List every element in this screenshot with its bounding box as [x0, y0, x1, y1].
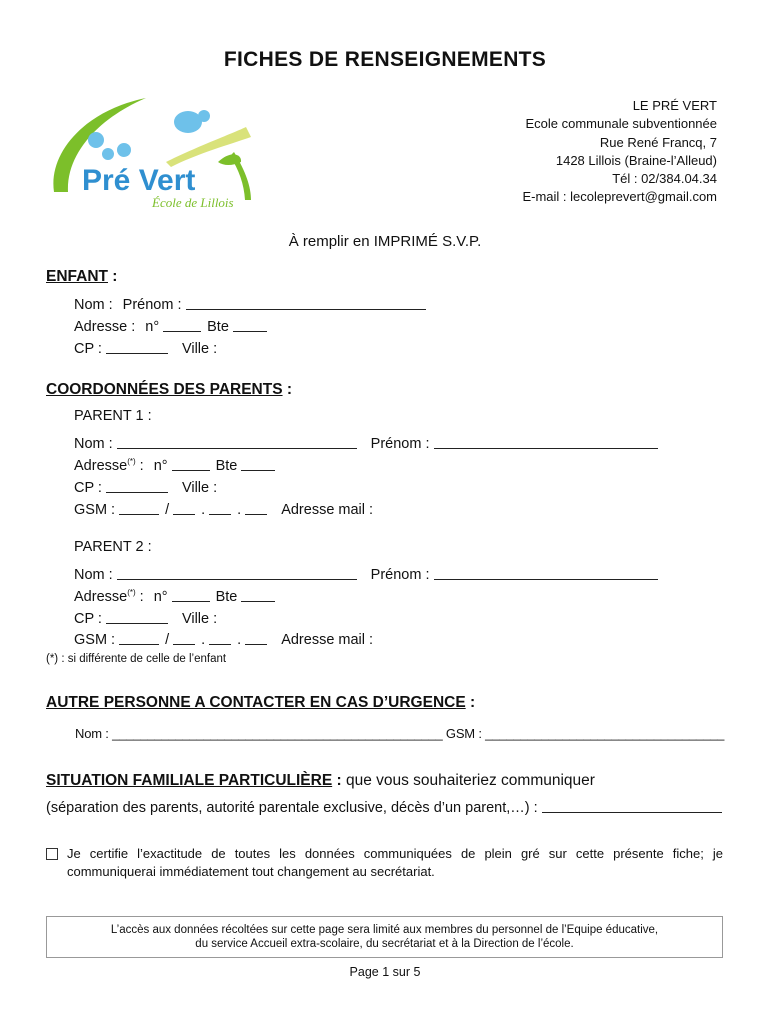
label-ville: Ville : — [181, 480, 218, 496]
field-numero[interactable] — [172, 469, 210, 471]
certify-text: Je certifie l’exactitude de toutes les données communiquées de plein gré sur cette présente fiche; je communiquerai immédiatement tout changement au secrétariat. — [67, 846, 723, 879]
field-gsm-part[interactable] — [245, 643, 267, 645]
page-title: FICHES DE RENSEIGNEMENTS — [223, 48, 547, 71]
parent1-city-row — [74, 476, 722, 496]
bird-icon — [117, 143, 131, 157]
label-gsm: GSM : — [74, 632, 116, 648]
bird-icon — [174, 111, 202, 133]
label-prenom: Prénom : — [370, 436, 430, 452]
label-ville: Ville : — [181, 611, 218, 627]
parent1-label: PARENT 1 : — [74, 408, 152, 424]
section-heading-situation: SITUATION FAMILIALE PARTICULIÈRE : que vous souhaiteriez communiquer — [46, 772, 595, 789]
field-gsm-prefix[interactable] — [119, 643, 159, 645]
field-prenom[interactable] — [434, 447, 658, 449]
field-bte[interactable] — [241, 469, 275, 471]
instruction: À remplir en IMPRIMÉ S.V.P. — [288, 233, 482, 250]
section-heading-enfant: ENFANT : — [46, 268, 118, 285]
section-heading-parents: COORDONNÉES DES PARENTS : — [46, 381, 293, 398]
label-bte: Bte — [207, 319, 229, 335]
gsm-separator: . — [237, 632, 242, 648]
notice-line: du service Accueil extra-scolaire, du secrétariat et à la Direction de l’école. — [195, 938, 574, 950]
field-bte[interactable] — [241, 600, 275, 602]
field-nom[interactable] — [117, 447, 357, 449]
field-situation[interactable] — [542, 811, 722, 813]
field-gsm-part[interactable] — [209, 513, 231, 515]
gsm-separator: . — [237, 502, 242, 518]
bird-icon — [88, 132, 104, 148]
label-prenom: Prénom : — [122, 297, 182, 313]
school-line: 1428 Lillois (Braine-l’Alleud) — [555, 152, 717, 168]
label-bte: Bte — [215, 458, 238, 474]
parent2-city-row — [74, 607, 722, 627]
school-line: Rue René Francq, 7 — [599, 134, 717, 150]
logo-subtitle: École de Lillois — [152, 195, 234, 210]
field-bte[interactable] — [233, 330, 267, 332]
label-cp: CP : — [74, 341, 102, 357]
school-address-block — [522, 97, 717, 207]
label-ville: Ville : — [181, 341, 218, 357]
label-cp: CP : — [74, 480, 102, 496]
privacy-notice — [46, 916, 723, 958]
label-adresse: Adresse(*) : — [74, 457, 144, 474]
parent2-name-row — [74, 563, 722, 583]
label-mail: Adresse mail : — [281, 502, 374, 518]
field-cp[interactable] — [106, 491, 168, 493]
enfant-city-row — [74, 337, 722, 357]
label-numero: n° — [153, 458, 168, 474]
parent2-label: PARENT 2 : — [74, 539, 152, 555]
label-numero: n° — [145, 319, 160, 335]
label-cp: CP : — [74, 611, 102, 627]
logo-name: Pré Vert — [82, 164, 196, 197]
situation-label: (séparation des parents, autorité parentale exclusive, décès d’un parent,…) : — [46, 800, 538, 816]
parent1-address-row — [74, 454, 722, 474]
parent2-address-row — [74, 585, 722, 605]
enfant-name-row — [74, 293, 722, 313]
field-gsm-part[interactable] — [173, 643, 195, 645]
school-line: Tél : 02/384.04.34 — [612, 171, 717, 187]
address-footnote: (*) : si différente de celle de l’enfant — [46, 653, 227, 665]
label-nom: Nom : — [74, 436, 113, 452]
label-gsm: GSM : — [74, 502, 116, 518]
label-numero: n° — [153, 589, 168, 605]
school-line: E-mail : lecoleprevert@gmail.com — [522, 189, 717, 205]
field-numero[interactable] — [172, 600, 210, 602]
school-logo — [46, 92, 261, 214]
certify-statement — [46, 845, 723, 881]
notice-line: L’accès aux données récoltées sur cette page sera limité aux membres du personnel de l’Equipe éducative, — [110, 924, 659, 936]
field-cp[interactable] — [106, 352, 168, 354]
label-nom: Nom : — [74, 297, 113, 313]
parent2-contact-row — [74, 628, 722, 648]
page-number: Page 1 sur 5 — [349, 965, 421, 979]
parent1-contact-row — [74, 498, 722, 518]
school-line: Ecole communale subventionnée — [525, 116, 717, 132]
field-gsm-part[interactable] — [209, 643, 231, 645]
gsm-separator: / — [165, 502, 170, 518]
enfant-address-row — [74, 315, 722, 335]
field-prenom[interactable] — [434, 578, 658, 580]
label-bte: Bte — [215, 589, 238, 605]
label-mail: Adresse mail : — [281, 632, 374, 648]
label-adresse: Adresse(*) : — [74, 588, 144, 605]
field-gsm-prefix[interactable] — [119, 513, 159, 515]
urgence-contact-line[interactable]: Nom : _______________________________________________ GSM : __________________________________ — [75, 726, 725, 741]
field-numero[interactable] — [163, 330, 201, 332]
field-gsm-part[interactable] — [245, 513, 267, 515]
bird-icon — [198, 110, 210, 122]
gsm-separator: . — [201, 502, 206, 518]
label-adresse: Adresse : — [74, 319, 136, 335]
situation-detail-row — [46, 800, 722, 816]
certify-checkbox[interactable] — [46, 848, 58, 860]
field-nom[interactable] — [117, 578, 357, 580]
field-prenom[interactable] — [186, 308, 426, 310]
section-heading-urgence: AUTRE PERSONNE A CONTACTER EN CAS D’URGENCE : — [46, 694, 476, 711]
bird-icon — [102, 148, 114, 160]
gsm-separator: / — [165, 632, 170, 648]
label-nom: Nom : — [74, 567, 113, 583]
field-cp[interactable] — [106, 622, 168, 624]
parent1-name-row — [74, 432, 722, 452]
school-line: LE PRÉ VERT — [632, 98, 717, 113]
field-gsm-part[interactable] — [173, 513, 195, 515]
label-prenom: Prénom : — [370, 567, 430, 583]
gsm-separator: . — [201, 632, 206, 648]
